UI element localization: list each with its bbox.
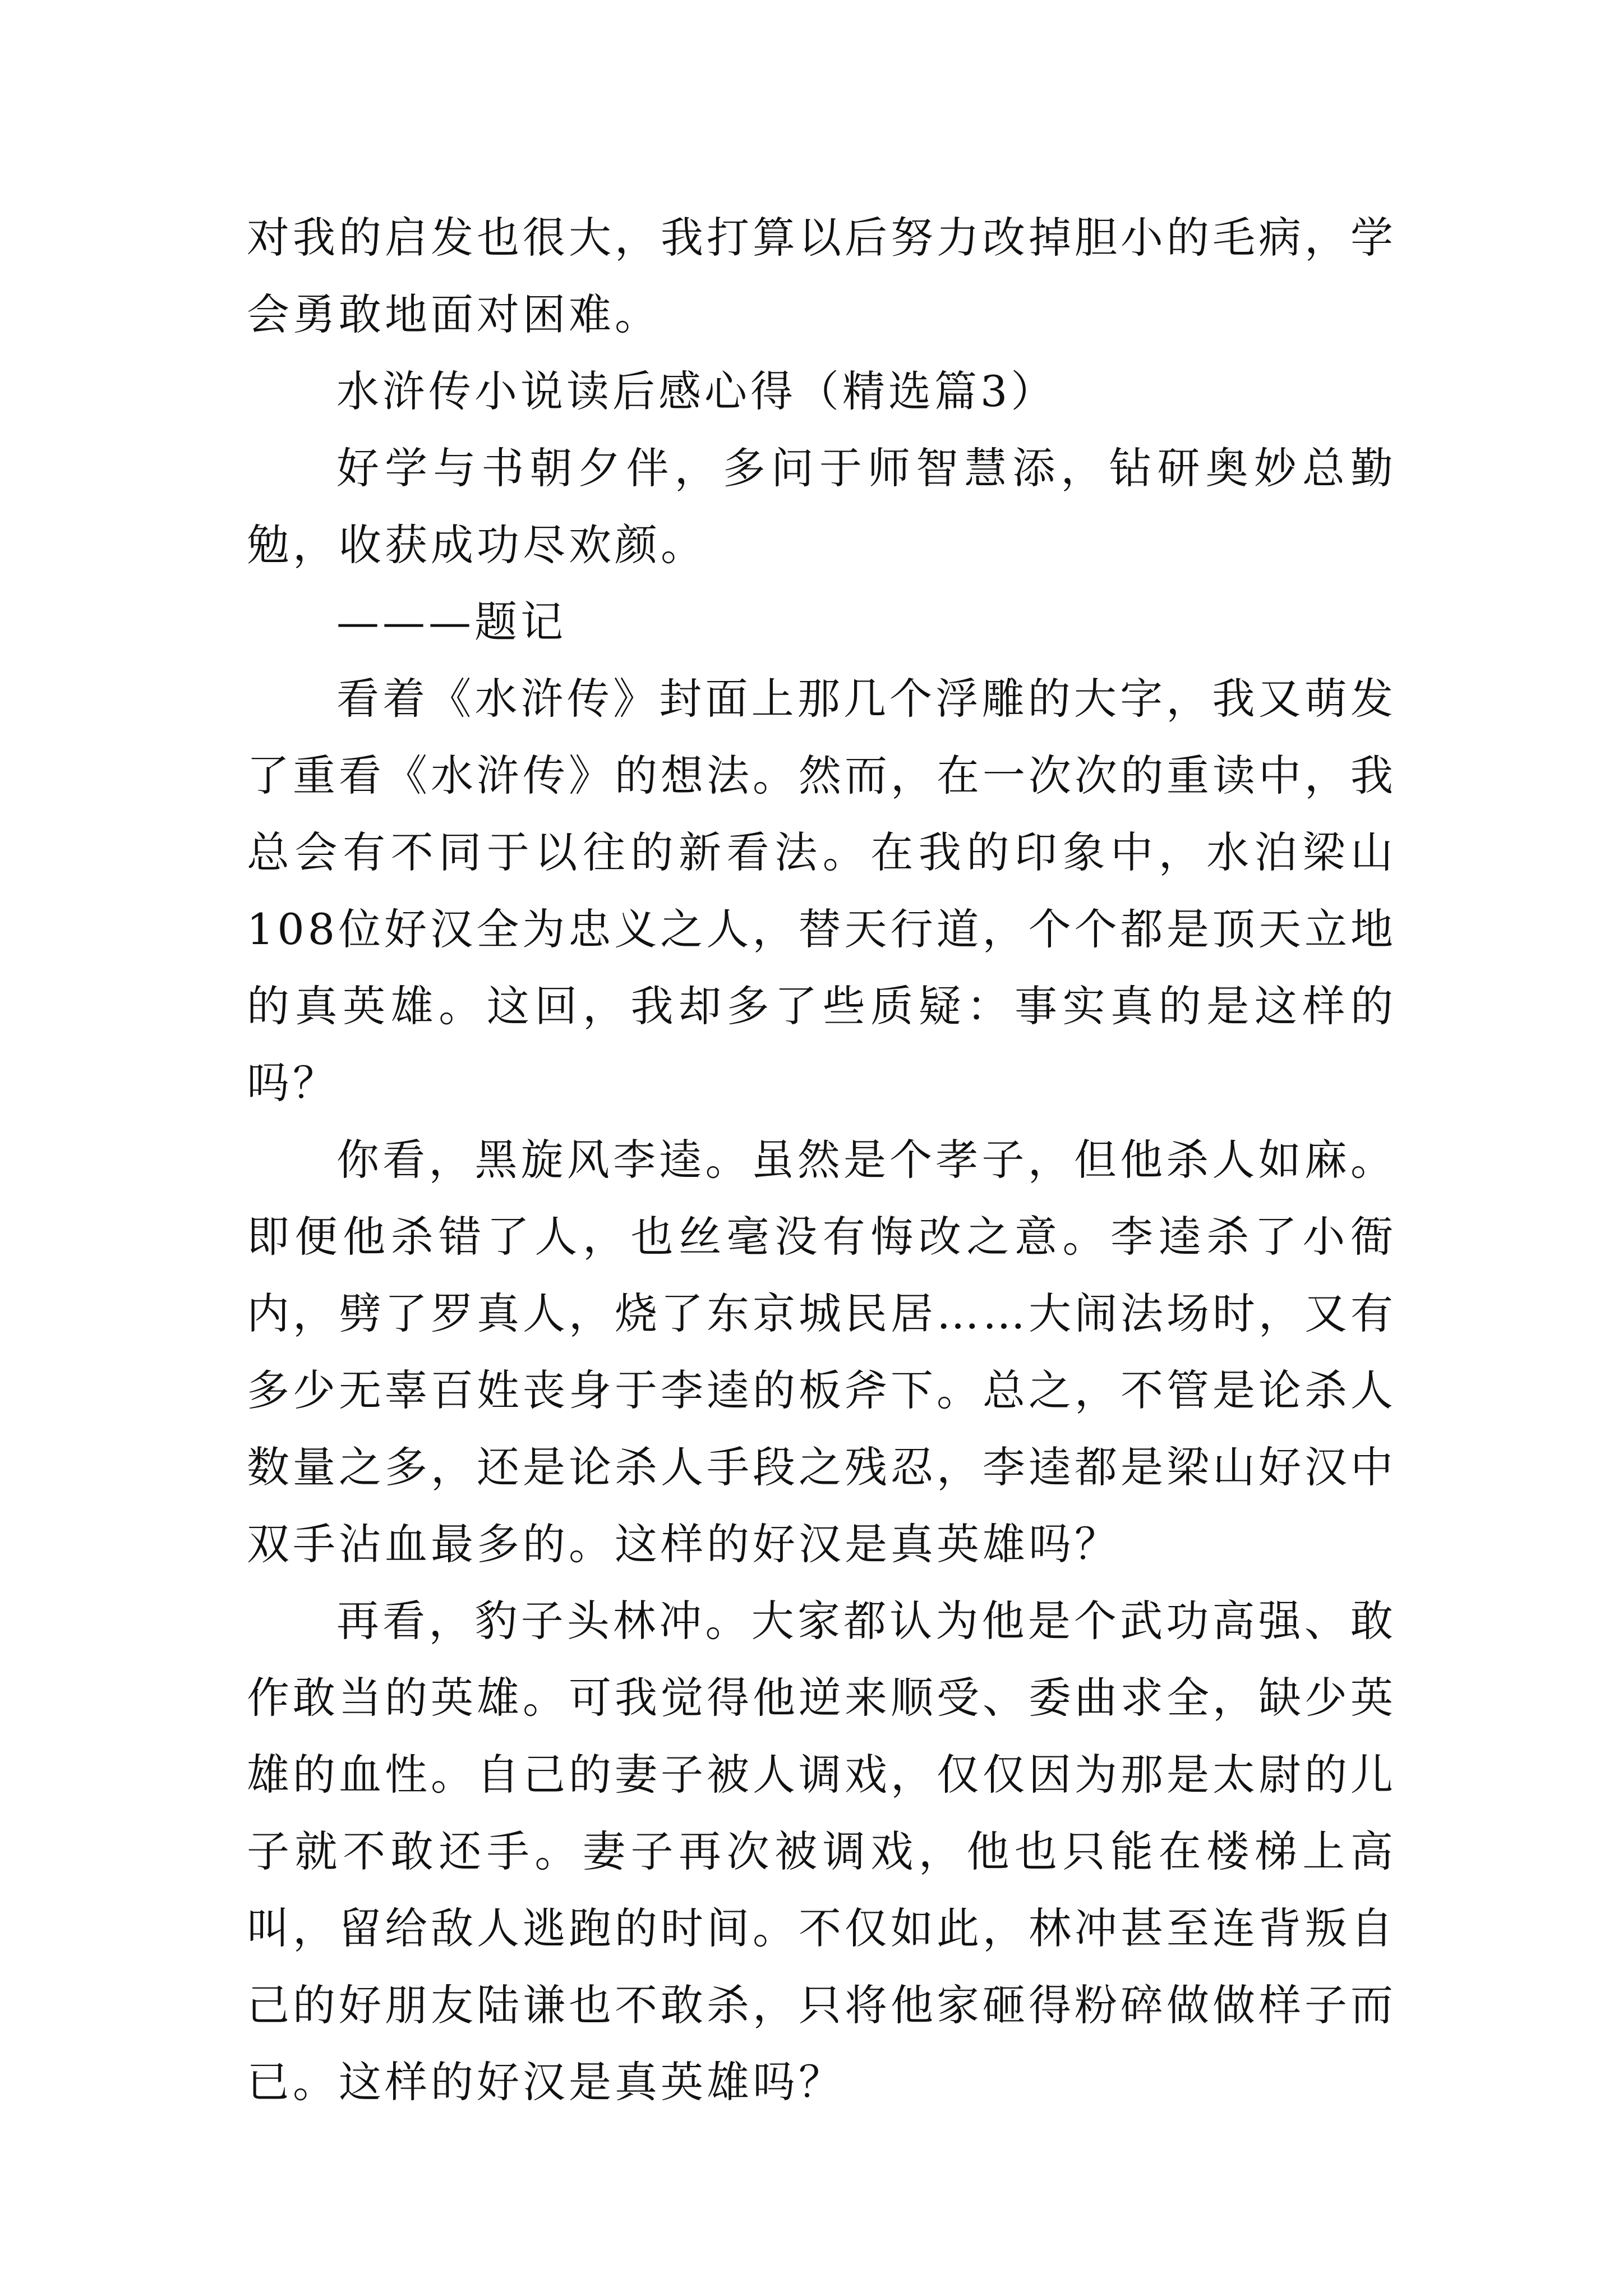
- paragraph-body: 看着《水浒传》封面上那几个浮雕的大字，我又萌发了重看《水浒传》的想法。然而，在一次次的重读中，我总会有不同于以往的新看法。在我的印象中，水泊梁山108位好汉全为忠义之人，替天行道，个个都是顶天立地的真英雄。这回，我却多了些质疑：事实真的是这样的吗？: [247, 674, 1396, 1108]
- section-heading: 水浒传小说读后感心得（精选篇3）: [336, 366, 1057, 416]
- paragraph-body: 再看，豹子头林冲。大家都认为他是个武功高强、敢作敢当的英雄。可我觉得他逆来顺受、委曲求全，缺少英雄的血性。自己的妻子被人调戏，仅仅因为那是太尉的儿子就不敢还手。妻子再次被调戏，他也只能在楼梯上高叫，留给敌人逃跑的时间。不仅如此，林冲甚至连背叛自己的好朋友陆谦也不敢杀，只将他家砸得粉碎做做样子而已。这样的好汉是真英雄吗？: [247, 1596, 1396, 2107]
- paragraph-epigraph-attribution: ———题记: [336, 597, 566, 647]
- document-body: [247, 199, 1396, 2120]
- paragraph-epigraph: 好学与书朝夕伴，多问于师智慧添，钻研奥妙总勤勉，收获成功尽欢颜。: [247, 443, 1396, 570]
- paragraph-continuation: 对我的启发也很大，我打算以后努力改掉胆小的毛病，学会勇敢地面对困难。: [247, 213, 1396, 339]
- paragraph-body: 你看，黑旋风李逵。虽然是个孝子，但他杀人如麻。即便他杀错了人，也丝毫没有悔改之意。李逵杀了小衙内，劈了罗真人，烧了东京城民居……大闹法场时，又有多少无辜百姓丧身于李逵的板斧下。总之，不管是论杀人数量之多，还是论杀人手段之残忍，李逵都是梁山好汉中双手沾血最多的。这样的好汉是真英雄吗？: [247, 1135, 1396, 1569]
